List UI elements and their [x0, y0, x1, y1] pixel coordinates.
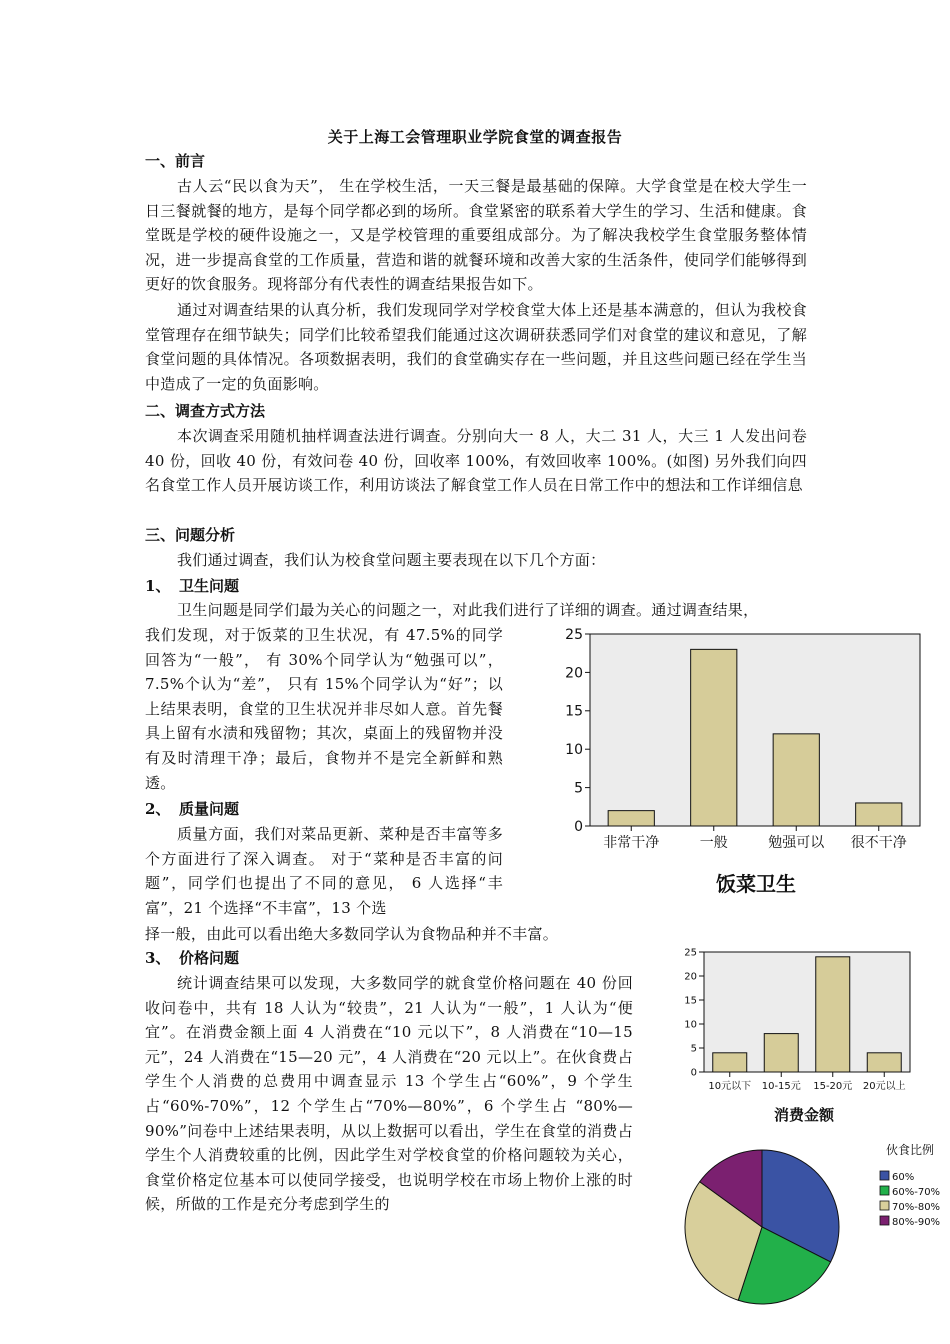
preface-paragraph-1: 古人云“民以食为天”， 生在学校生活，一天三餐是最基础的保障。大学食堂是在校大学生一日三餐就餐的地方，是每个同学都必到的场所。食堂紧密的联系着大学生的学习、生活和健康。食堂既是学校的硬件设施之一，又是学校管理的重要组成部分。为了解决我校学生食堂服务整体情况，进一步提高食堂的工作质量，营造和谐的就餐环境和改善大家的生活条件，使同学们能够得到更好的饮食服务。现将部分有代表性的调查结果报告如下。	[145, 177, 807, 294]
y-tick-label: 20	[684, 971, 697, 983]
quality-paragraph-tail: 择一般，由此可以看出绝大多数同学认为食物品种并不丰富。	[145, 925, 559, 943]
bar-很不干净	[856, 803, 902, 826]
bar-20元以上	[867, 1053, 901, 1072]
analysis-intro: 我们通过调查，我们认为校食堂问题主要表现在以下几个方面：	[177, 551, 606, 569]
legend-swatch	[880, 1171, 889, 1180]
legend-swatch	[880, 1216, 889, 1225]
legend-label: 80%-90%	[892, 1217, 941, 1228]
y-tick-label: 10	[565, 742, 583, 759]
legend-swatch	[880, 1186, 889, 1195]
method-paragraph: 本次调查采用随机抽样调查法进行调查。分别向大一 8 人，大二 31 人，大三 1 人发出问卷 40 份，回收 40 份，有效问卷 40 份，回收率 100%，有效回收率 100%。(如图) 另外我们向四名食堂工作人员开展访谈工作，利用访谈法了解食堂工作人员在日常工作中的想法和工作详细信息	[145, 427, 807, 495]
x-tick-label: 20元以上	[862, 1081, 906, 1092]
x-tick-label: 15-20元	[813, 1081, 853, 1092]
bar-非常干净	[608, 811, 654, 826]
legend-label: 60%-70%	[892, 1187, 941, 1198]
price-paragraph: 统计调查结果可以发现，大多数同学的就食堂价格问题在 40 份回收问卷中，共有 18 人认为“较贵”，21 人认为“一般”，1 人认为“便宜”。在消费金额上面 4 人消费在“10 元以下”，8 人消费在“10—15 元”，24 人消费在“15—20 元”，4 人消费在“20 元以上”。在伙食费占学生个人消费的总费用中调查显示 13 个学生占“60%”，9 个学生占“60%-70%”，12 个学生占“70%—80%”，6 个学生占 “80%—90%”问卷中上述结果表明，从以上数据可以看出，学生在食堂的消费占学生个人消费较重的比例，因此学生对学校食堂的价格问题较为关心，食堂价格定位基本可以使同学接受，也说明学校在市场上物价上涨的时候，所做的工作是充分考虑到学生的	[145, 974, 633, 1214]
section-heading-method: 二、调查方式方法	[145, 402, 266, 420]
subsection-heading-quality	[145, 798, 239, 819]
x-tick-label: 一般	[699, 835, 728, 851]
hygiene-paragraph-body: 我们发现，对于饭菜的卫生状况，有 47.5%的同学回答为“一般”， 有 30%个同学认为“勉强可以”，7.5%个认为“差”， 只有 15%个同学认为“好”；以上结果表明，食堂的卫生状况并非尽如人意。首先餐具上留有水渍和残留物；其次，桌面上的残留物并没有及时清理干净；最后，食物并不是完全新鲜和熟透。	[145, 626, 503, 792]
bar-15-20元	[816, 957, 850, 1072]
x-tick-label: 非常干净	[603, 835, 660, 851]
food-ratio-pie-chart	[680, 1134, 950, 1344]
subsection-title: 价格问题	[179, 949, 240, 967]
bar-勉强可以	[773, 734, 819, 826]
subsection-number: 3、	[145, 949, 171, 967]
y-tick-label: 20	[565, 665, 583, 682]
bar-10元以下	[713, 1053, 747, 1072]
document-title: 关于上海工会管理职业学院食堂的调查报告	[327, 128, 623, 146]
legend-title: 伙食比例	[886, 1143, 935, 1157]
x-tick-label: 勉强可以	[768, 835, 825, 851]
subsection-number: 1、	[145, 577, 171, 595]
section-heading-analysis: 三、问题分析	[145, 526, 236, 544]
y-tick-label: 5	[574, 780, 583, 797]
preface-paragraph-2: 通过对调查结果的认真分析，我们发现同学对学校食堂大体上还是基本满意的，但认为我校食堂管理存在细节缺失；同学们比较希望我们能通过这次调研获悉同学们对食堂的建议和意见，了解食堂问题的具体情况。各项数据表明，我们的食堂确实存在一些问题，并且这些问题已经在学生当中造成了一定的负面影响。	[145, 301, 807, 393]
y-tick-label: 25	[684, 947, 697, 959]
legend-swatch	[880, 1201, 889, 1210]
subsection-number: 2、	[145, 800, 171, 818]
hygiene-paragraph-lead: 卫生问题是同学们最为关心的问题之一，对此我们进行了详细的调查。通过调查结果，	[177, 601, 759, 619]
quality-paragraph-body: 质量方面，我们对菜品更新、菜种是否丰富等多个方面进行了深入调查。 对于“菜种是否丰富的问题”，同学们也提出了不同的意见， 6 人选择“丰富”，21 个选择“不丰富”，13 个选	[145, 825, 503, 917]
subsection-title: 质量问题	[179, 800, 240, 818]
x-tick-label: 很不干净	[850, 835, 907, 851]
y-tick-label: 5	[690, 1043, 697, 1055]
section-heading-preface: 一、前言	[145, 152, 206, 170]
legend-label: 60%	[892, 1172, 915, 1183]
plot-area	[590, 634, 920, 826]
legend-label: 70%-80%	[892, 1202, 941, 1213]
y-tick-label: 15	[684, 995, 697, 1007]
y-tick-label: 0	[690, 1067, 697, 1079]
hygiene-chart-title: 饭菜卫生	[716, 872, 796, 896]
hygiene-bar-chart	[556, 626, 926, 860]
bar-一般	[691, 649, 737, 826]
spending-bar-chart	[676, 948, 916, 1098]
subsection-title: 卫生问题	[179, 577, 240, 595]
x-tick-label: 10-15元	[761, 1081, 801, 1092]
subsection-heading-hygiene	[145, 575, 239, 596]
subsection-heading-price	[145, 947, 239, 968]
bar-10-15元	[764, 1034, 798, 1072]
y-tick-label: 0	[574, 818, 583, 835]
y-tick-label: 25	[565, 626, 583, 643]
spending-chart-title: 消费金额	[774, 1106, 835, 1124]
x-tick-label: 10元以下	[708, 1081, 752, 1092]
y-tick-label: 15	[565, 703, 583, 720]
y-tick-label: 10	[684, 1019, 697, 1031]
